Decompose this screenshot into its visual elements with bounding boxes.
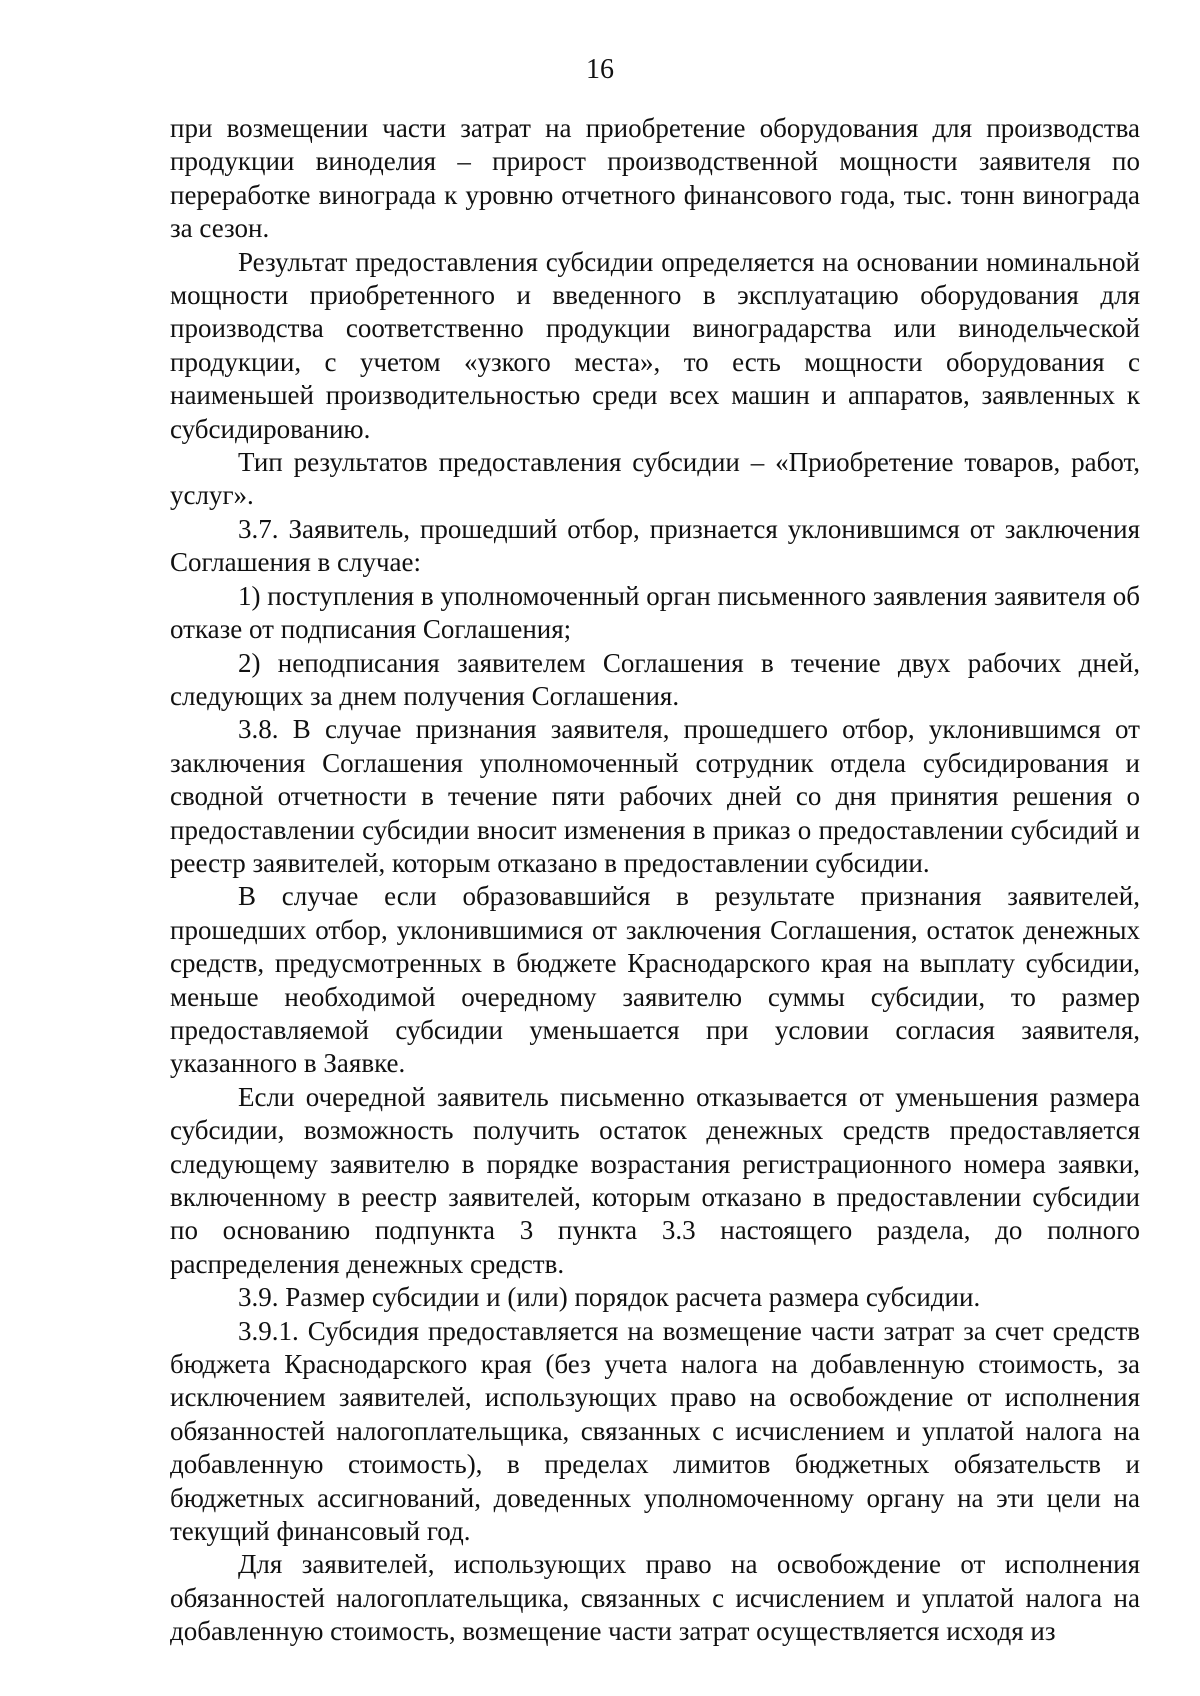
- paragraph-result-definition: Результат предоставления субсидии определяется на основании номинальной мощности приобретенного и введенного в эксплуатацию оборудования для производства соответственно продукции виноградарства или винодельческой продукции, с учетом «узкого места», то есть мощности оборудования с наименьшей производительностью среди всех машин и аппаратов, заявленных к субсидированию.: [170, 246, 1140, 444]
- paragraph-clause-3-9: 3.9. Размер субсидии и (или) порядок расчета размера субсидии.: [238, 1282, 981, 1313]
- paragraph-refusal-reduction: Если очередной заявитель письменно отказывается от уменьшения размера субсидии, возможность получить остаток денежных средств предоставляется следующему заявителю в порядке возрастания регистрационного номера заявки, включенному в реестр заявителей, которым отказано в предоставлении субсидии по основанию подпункта 3 пункта 3.3 настоящего раздела, до полного распределения денежных средств.: [170, 1081, 1140, 1279]
- page-number: 16: [586, 54, 614, 85]
- paragraph-clause-3-7: 3.7. Заявитель, прошедший отбор, признается уклонившимся от заключения Соглашения в случае:: [170, 513, 1140, 578]
- paragraph-clause-3-7-item-1: 1) поступления в уполномоченный орган письменного заявления заявителя об отказе от подписания Соглашения;: [170, 580, 1140, 645]
- document-body: [170, 112, 1140, 1649]
- paragraph-continuation: при возмещении части затрат на приобретение оборудования для производства продукции виноделия – прирост производственной мощности заявителя по переработке винограда к уровню отчетного финансового года, тыс. тонн винограда за сезон.: [170, 113, 1140, 244]
- paragraph-remaining-funds: В случае если образовавшийся в результате признания заявителей, прошедших отбор, уклонившимися от заключения Соглашения, остаток денежных средств, предусмотренных в бюджете Краснодарского края на выплату субсидии, меньше необходимой очередному заявителю суммы субсидии, то размер предоставляемой субсидии уменьшается при условии согласия заявителя, указанного в Заявке.: [170, 881, 1140, 1079]
- paragraph-result-type: Тип результатов предоставления субсидии – «Приобретение товаров, работ, услуг».: [170, 447, 1140, 511]
- paragraph-clause-3-9-1: 3.9.1. Субсидия предоставляется на возмещение части затрат за счет средств бюджета Краснодарского края (без учета налога на добавленную стоимость, за исключением заявителей, использующих право на освобождение от исполнения обязанностей налогоплательщика, связанных с исчислением и уплатой налога на добавленную стоимость), в пределах лимитов бюджетных обязательств и бюджетных ассигнований, доведенных уполномоченному органу на эти цели на текущий финансовый год.: [170, 1315, 1140, 1547]
- paragraph-clause-3-7-item-2: 2) неподписания заявителем Соглашения в течение двух рабочих дней, следующих за днем получения Соглашения.: [170, 647, 1140, 711]
- paragraph-clause-3-8: 3.8. В случае признания заявителя, прошедшего отбор, уклонившимся от заключения Соглашения уполномоченный сотрудник отдела субсидирования и сводной отчетности в течение пяти рабочих дней со дня принятия решения о предоставлении субсидии вносит изменения в приказ о предоставлении субсидий и реестр заявителей, которым отказано в предоставлении субсидии.: [170, 714, 1140, 878]
- paragraph-vat-exempt: Для заявителей, использующих право на освобождение от исполнения обязанностей налогоплательщика, связанных с исчислением и уплатой налога на добавленную стоимость, возмещение части затрат осуществляется исходя из: [170, 1549, 1140, 1647]
